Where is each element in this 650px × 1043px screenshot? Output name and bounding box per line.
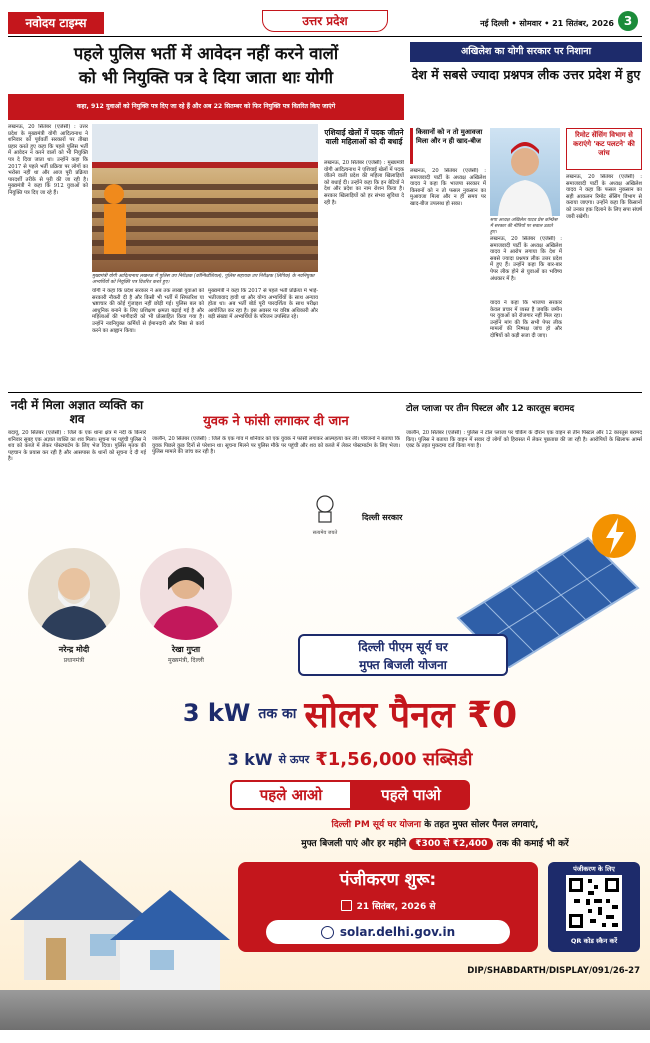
page-number: 3 (618, 11, 638, 31)
scheme-title-line2: मुफ्त बिजली योजना (359, 658, 447, 672)
globe-icon (321, 926, 334, 939)
leader1-name: नरेन्द्र मोदी (58, 645, 90, 654)
scheme-note-1 (230, 818, 640, 832)
masthead-rule (8, 36, 642, 37)
lead-column-1: लखनऊ, 20 सितंबर (एजेंसी) : उत्तर प्रदेश के मुख्यमंत्री योगी आदित्यनाथ ने शनिवार को पूर्ववर्ती सरकारों पर तीखा प्रहार करते हुए कहा कि पहले पुलिस भर्ती में आवेदन न करने वालों को भी नियुक्ति पत्र दे दिया जाता था। उन्होंने कहा कि 2017 से पहले भर्ती प्रक्रिया पर लोगों का भरोसा नहीं था और आज पूरी प्रक्रिया पारदर्शी तरीके से पूरी की जा रही है। मुख्यमंत्री ने कहा कि 912 युवाओं को नियुक्ति पत्र दिए जा रहे हैं। (8, 124, 88, 196)
leader2-portrait-illustration (140, 548, 232, 640)
qr-code[interactable] (566, 875, 622, 931)
akhilesh-headline: देश में सबसे ज्यादा प्रश्नपत्र लीक उत्तर प्रदेश में हुए (411, 67, 641, 82)
scheme-note-1-name: दिल्ली PM सूर्य घर योजना (331, 820, 422, 830)
offer-connector: तक का (258, 705, 297, 722)
cta-first-come: पहले आओ (230, 780, 352, 810)
leader2-title: मुख्यमंत्री, दिल्ली (168, 657, 204, 664)
person-portrait-illustration (490, 128, 560, 216)
calendar-icon (341, 900, 352, 911)
footer-strip (0, 1030, 650, 1043)
qr-instruction: QR कोड स्कैन करें (570, 937, 618, 945)
offer-capacity: 3 kW (182, 699, 251, 727)
houses-illustration (0, 800, 230, 1000)
scheme-note-2 (230, 836, 640, 852)
remote-sensing-body: लखनऊ, 20 सितंबर (एजेंसी) : समाजवादी पार्टी के अध्यक्ष अखिलेश यादव ने कहा कि फसल नुकसान का सही आकलन रिमोट सेंसिंग विभाग से कराया जाएगा। उन्होंने कहा कि किसानों को उनका हक दिलाने के लिए सपा संघर्ष जारी रखेगी। (566, 174, 642, 220)
cta-banner (230, 780, 470, 810)
delhi-govt-label: दिल्ली सरकार (362, 513, 403, 522)
youth-body: जालौन, 20 सितंबर (एजेंसी) : जिले के एक गांव में शनिवार को एक युवक ने फांसी लगाकर आत्महत्या कर ली। परिजनों ने बताया कि युवक पिछले कुछ दिनों से परेशान था। सूचना मिलने पर पुलिस मौके पर पहुंची और शव को कब्जे में लेकर पोस्टमार्टम के लिए भेजा। पुलिस मामले की जांच कर रही है। (152, 436, 400, 456)
leader2-photo (140, 548, 232, 640)
registration-date-row (250, 896, 526, 914)
toll-headline: टोल प्लाजा पर तीन पिस्टल और 12 कारतूस बरामद (406, 404, 575, 414)
newspaper-logo: नवोदय टाइम्स (8, 12, 104, 34)
lead-strap: कहा, 912 युवाओं को नियुक्ति पत्र दिए जा रहे हैं और अब 22 सितम्बर को फिर नियुक्ति पत्र वितरित किए जाएंगे (8, 94, 404, 120)
drowned-body: बदायूं, 20 सितंबर (एजेंसी) : जिले के एक थाना क्षेत्र में नदी के किनारे शनिवार सुबह एक अज्ञात व्यक्ति का शव मिला। सूचना पर पहुंची पुलिस ने शव को कब्जे में लेकर पोस्टमार्टम के लिए भेज दिया। पुलिस मृतक की पहचान के प्रयास कर रही है और आसपास के थानों को सूचना दे दी गई है। (8, 430, 146, 463)
registration-url: solar.delhi.gov.in (339, 925, 456, 939)
lead-photo (92, 124, 318, 272)
subsidy-line (170, 742, 530, 776)
leader1-portrait-illustration (28, 548, 120, 640)
dateline: नई दिल्ली • सोमवार • 21 सितंबर, 2026 (480, 19, 614, 28)
qr-label: पंजीकरण के लिए (573, 865, 615, 873)
auditorium-illustration (92, 124, 318, 272)
registration-website[interactable] (266, 920, 510, 944)
akhilesh-photo-caption: सपा अध्यक्ष अखिलेश यादव प्रेस कॉन्फ्रेंस में सरकार की नीतियों पर सवाल उठाते हुए। (490, 218, 558, 235)
registration-title: पंजीकरण शुरू: (339, 870, 437, 890)
akhilesh-column-3: यादव ने कहा कि भाजपा सरकार केवल प्रचार में व्यस्त है जबकि जमीन पर युवाओं को रोजगार नहीं मिल रहा। उन्होंने मांग की कि सभी पेपर लीक मामलों की निष्पक्ष जांच हो और दोषियों को कड़ी सजा दी जाए। (490, 300, 562, 339)
leader1-title: प्रधानमंत्री (63, 657, 85, 664)
scheme-note-2-a: मुफ्त बिजली पाएं और हर महीने (301, 839, 407, 849)
scheme-title-line1: दिल्ली पीएम सूर्य घर (358, 640, 448, 654)
scheme-note-2-b: तक की कमाई भी करें (496, 839, 569, 849)
subsidy-amount: ₹1,56,000 सब्सिडी (315, 749, 473, 770)
youth-headline: युवक ने फांसी लगाकर दी जान (203, 414, 349, 429)
lead-headline-line1: पहले पुलिस भर्ती में आवेदन नहीं करने वालों (73, 44, 339, 63)
scheme-note-2-earnings: ₹300 से ₹2,400 (409, 838, 493, 850)
cta-first-get: पहले पाओ (352, 780, 470, 810)
akhilesh-kicker: अखिलेश का योगी सरकार पर निशाना (410, 42, 642, 62)
drowned-headline: नदी में मिला अज्ञात व्यक्ति का शव (10, 398, 144, 426)
scheme-note-1-text: के तहत मुफ्त सोलर पैनल लगवाएं, (424, 820, 539, 830)
lead-headline (10, 42, 402, 90)
offer-line (110, 688, 590, 738)
leader2-name: रेखा गुप्ता (171, 645, 201, 654)
sidebar-body: लखनऊ, 20 सितंबर (एजेंसी) : मुख्यमंत्री योगी आदित्यनाथ ने एशियाई खेलों में पदक जीतने वाली प्रदेश की महिला खिलाड़ियों को बधाई दी। उन्होंने कहा कि इन बेटियों ने देश और प्रदेश का नाम रोशन किया है। सरकार खिलाड़ियों को हर संभव सुविधा दे रही है। (324, 160, 404, 206)
subsidy-capacity: 3 kW (227, 749, 273, 769)
registration-date: 21 सितंबर, 2026 से (356, 901, 436, 912)
national-emblem-icon (308, 492, 342, 526)
akhilesh-photo (490, 128, 560, 216)
remote-sensing-head: रिमोट सेंसिंग विभाग से कराएंगे 'कट पलटने' की जांच (566, 128, 642, 170)
lead-photo-caption: मुख्यमंत्री योगी आदित्यनाथ लखनऊ में पुलिस उप निरीक्षक (कॉन्फिडेंशियल), पुलिस सहायक उप निरीक्षक (लिपिक) के नवनियुक्त अभ्यर्थियों को नियुक्ति पत्र वितरित करते हुए। (92, 274, 315, 285)
section-rule-1 (8, 392, 642, 393)
leader1-photo (28, 548, 120, 640)
lead-column-3: मुख्यमंत्री ने कहा कि 2017 से पहले भर्ती प्रक्रिया में भाई-भतीजावाद हावी था और योग्य अभ्यर्थियों के साथ अन्याय होता था। अब भर्ती बोर्ड पूरी पारदर्शिता के साथ परीक्षा आयोजित कर रहा है। इस अवसर पर वरिष्ठ अधिकारी और बड़ी संख्या में अभ्यर्थियों के परिजन उपस्थित रहे। (208, 288, 318, 321)
scheme-title (298, 634, 508, 676)
akhilesh-quote-body: लखनऊ, 20 सितंबर (एजेंसी) : समाजवादी पार्टी के अध्यक्ष अखिलेश यादव ने कहा कि भाजपा सरकार में किसानों को न तो फसल नुकसान का मुआवजा मिला और न ही समय पर खाद-बीज उपलब्ध हो सका। (410, 168, 486, 207)
section-label: उत्तर प्रदेश (262, 10, 388, 32)
emblem-motto: सत्यमेव जयते (312, 530, 338, 536)
lead-column-2: योगी ने कहा कि प्रदेश सरकार ने अब तक लाखों युवाओं को सरकारी नौकरी दी है और किसी भी भर्ती में सिफारिश या भ्रष्टाचार की कोई गुंजाइश नहीं छोड़ी गई। पुलिस बल को आधुनिक बनाने के लिए प्रशिक्षण क्षमता बढ़ाई गई है और महिलाओं की भागीदारी को भी प्रोत्साहित किया गया है। उन्होंने नवनियुक्त कर्मियों से ईमानदारी और निष्ठा से कार्य करने का आह्वान किया। (92, 288, 204, 334)
qr-code-icon (566, 875, 622, 931)
akhilesh-column-2: लखनऊ, 20 सितंबर (एजेंसी) : समाजवादी पार्टी के अध्यक्ष अखिलेश यादव ने आरोप लगाया कि देश में सबसे ज्यादा प्रश्नपत्र लीक उत्तर प्रदेश में हुए हैं। उन्होंने कहा कि बार-बार पेपर लीक होने से युवाओं का भविष्य अंधकार में है। (490, 236, 562, 282)
akhilesh-quote-head: किसानों को न तो मुआवजा मिला और न ही खाद-बीज (410, 128, 486, 164)
toll-body: जालौन, 20 सितंबर (एजेंसी) : पुलिस ने टोल प्लाजा पर चेकिंग के दौरान एक वाहन से तीन पिस्टल और 12 कारतूस बरामद किए। पुलिस ने बताया कि वाहन में सवार दो लोगों को हिरासत में लेकर पूछताछ की जा रही है। आरोपियों के खिलाफ आर्म्स एक्ट के तहत मुकदमा दर्ज किया गया है। (406, 430, 642, 450)
subsidy-connector: से ऊपर (278, 752, 310, 766)
sidebar-headline: एशियाई खेलों में पदक जीतने वाली महिलाओं को दी बधाई (324, 128, 404, 146)
offer-amount: सोलर पैनल ₹0 (304, 694, 518, 736)
dip-code: DIP/SHABDARTH/DISPLAY/091/26-27 (467, 966, 640, 976)
lead-headline-line2: को भी नियुक्ति पत्र दे दिया जाता थाः योगी (78, 68, 334, 87)
street-band (0, 990, 650, 1030)
